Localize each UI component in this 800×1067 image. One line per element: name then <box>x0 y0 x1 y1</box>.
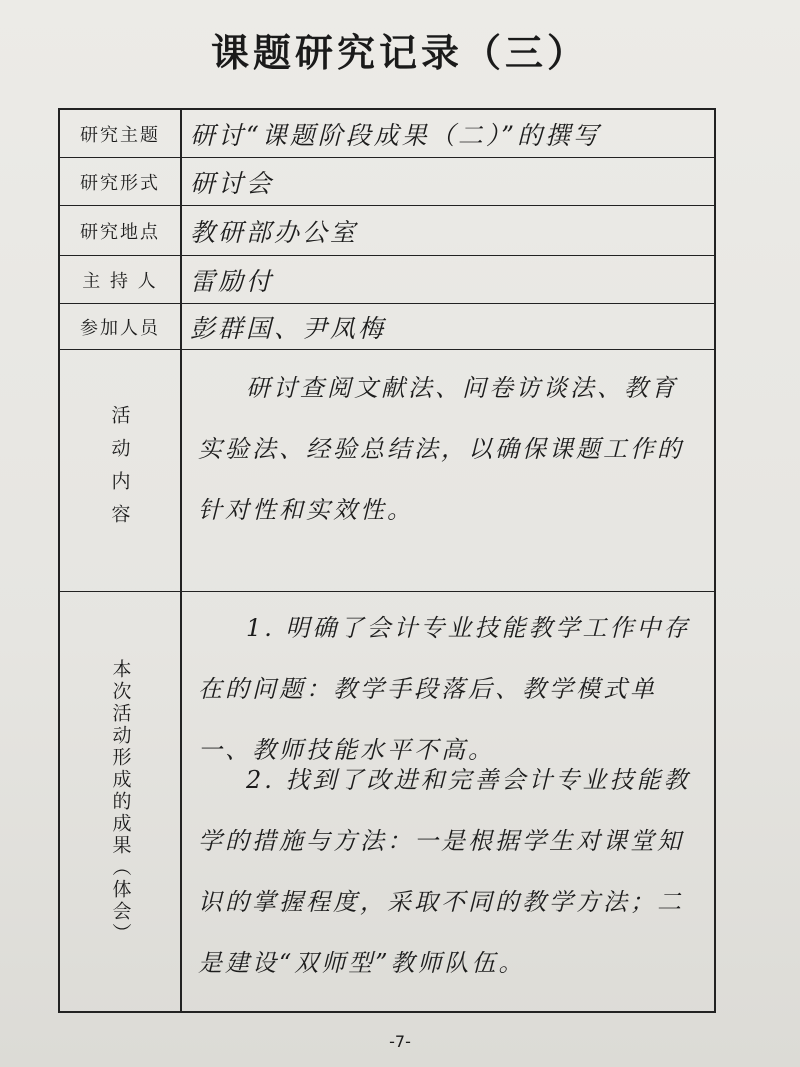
field-row-participants <box>60 304 714 350</box>
record-table <box>58 108 716 1013</box>
field-label: 研究地点 <box>60 206 182 255</box>
field-label: 研究形式 <box>60 158 182 205</box>
field-row-form <box>60 158 714 206</box>
activity-text: 研讨查阅文献法、问卷访谈法、教育实验法、经验总结法，以确保课题工作的针对性和实效性。 <box>198 374 684 524</box>
page-number: -7- <box>389 1032 411 1051</box>
field-label: 主 持 人 <box>60 256 182 303</box>
field-value: 教研部办公室 <box>190 217 359 247</box>
results-section <box>60 592 714 1011</box>
result-item-1: 1. 明确了会计专业技能教学工作中存在的问题：教学手段落后、教学模式单一、教师技能水平不高。 <box>198 614 691 764</box>
activity-section <box>60 350 714 592</box>
field-value: 雷励付 <box>190 266 275 296</box>
page-title: 课题研究记录（三） <box>210 31 589 75</box>
field-row-topic <box>60 110 714 158</box>
field-value: 彭群国、尹凤梅 <box>190 313 387 343</box>
field-row-host <box>60 256 714 304</box>
field-value: 研讨会 <box>190 168 275 198</box>
activity-label-cell <box>60 350 182 591</box>
result-item-2: 2. 找到了改进和完善会计专业技能教学的措施与方法：一是根据学生对课堂知识的掌握程度，采取不同的教学方法；二是建设“双师型”教师队伍。 <box>198 766 691 977</box>
results-label: 本次活动形成的成果（体会） <box>109 658 132 945</box>
field-label: 参加人员 <box>60 304 182 349</box>
field-value: 研讨“课题阶段成果（二）”的撰写 <box>190 120 602 150</box>
field-row-location <box>60 206 714 256</box>
results-label-cell <box>60 592 182 1011</box>
field-label: 研究主题 <box>60 110 182 157</box>
activity-label: 活动内容 <box>108 404 131 537</box>
